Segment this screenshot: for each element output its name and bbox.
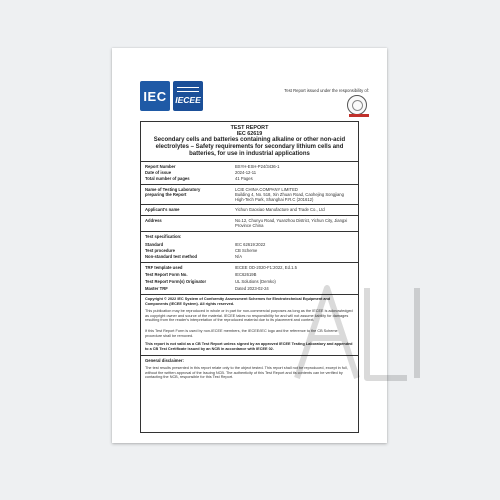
testing-lab-label-line1: Name of Testing Laboratory: [145, 187, 201, 192]
trf-template-value: IECEE OD-2020-F1:2022, Ed.1.5: [235, 265, 297, 270]
date-of-issue-label: Date of issue: [145, 170, 172, 175]
testing-lab-label: [145, 187, 235, 202]
test-procedure-value: CB Scheme: [235, 248, 258, 253]
master-trf-label: Master TRF: [145, 286, 168, 291]
trf-number-row: [145, 272, 354, 277]
applicant-address-row: [145, 218, 354, 228]
certification-stamp-bar: [349, 114, 369, 117]
trf-originator-label: Test Report Form(s) Originator: [145, 279, 207, 284]
divider: [141, 161, 358, 162]
testing-lab-name: LCIE CHINA COMPANY LIMITED: [235, 187, 298, 192]
applicant-name-row: [145, 207, 354, 212]
copyright-text: Copyright © 2022 IEC System of Conformity Assessment Schemes for Electrotechnical Equipment and Components (IECEE System). All rights reserved.: [145, 297, 331, 306]
testing-lab-address-line2: High-Tech Park, Shanghai P.R.C (201612): [235, 197, 314, 202]
watermark-letter-l: [367, 288, 407, 378]
total-pages-label: Total number of pages: [145, 176, 190, 181]
total-pages-value: 41 Pages: [235, 176, 253, 181]
divider: [141, 294, 358, 295]
validity-note: This report is not valid as a CB Test Report unless signed by an approved IECEE Testing Laboratory and appended to a CB Test Certificate issued by an NCB in accordance with IECEE 02.: [145, 342, 353, 351]
test-procedure-row: [145, 248, 354, 253]
trf-number-label: Test Report Form No.: [145, 272, 188, 277]
divider: [141, 204, 358, 205]
standard-value: IEC 62619:2022: [235, 242, 266, 247]
report-number-value: BSYH-ESH-P24/3436-1: [235, 164, 280, 169]
report-title: TEST REPORT: [230, 125, 269, 131]
trf-number-value: IEC62619B: [235, 272, 257, 277]
non-iecee-note: If this Test Report Form is used by non-IECEE members, the IECEE/IEC logo and the reference to the CB Scheme procedure shall be removed.: [145, 329, 338, 338]
standard-label: Standard: [145, 242, 164, 247]
logo-group: [140, 81, 203, 111]
iecee-logo-text: IECEE: [175, 95, 201, 105]
trf-originator-row: [145, 279, 354, 284]
applicant-name-label: Applicant's name: [145, 207, 180, 212]
date-of-issue-row: [145, 170, 354, 175]
standard-row: [145, 242, 354, 247]
applicant-address-line2: Province China: [235, 223, 264, 228]
general-disclaimer-title: General disclaimer:: [145, 358, 184, 363]
report-body-box: [140, 216, 359, 433]
non-standard-method-value: N/A: [235, 254, 242, 259]
iecee-logo: [173, 81, 203, 111]
testing-lab-value: [235, 187, 354, 202]
master-trf-value: Dated 2023-02-24: [235, 286, 269, 291]
test-specification-title: Test specification:: [145, 234, 182, 239]
responsibility-text: Test Report issued under the responsibility of:: [284, 88, 369, 93]
iec-logo: [140, 81, 170, 111]
non-standard-method-label: Non-standard test method: [145, 254, 198, 259]
master-trf-row: [145, 286, 354, 291]
testing-lab-row: [145, 187, 354, 202]
trf-originator-value: UL Solutions (Demko): [235, 279, 276, 284]
divider: [141, 355, 358, 356]
disclaimer-text: This publication may be reproduced in whole or in part for non-commercial purposes as long as the IECEE is acknowledged as copyright owner and source of the material. IECEE takes no responsibility for and will not assume liability for damages resulting from the reader's interpretation of the reproduced material due to its placement and context.: [145, 309, 353, 323]
date-of-issue-value: 2024-12-11: [235, 170, 257, 175]
report-number-label: Report Number: [145, 164, 176, 169]
report-header-box: [140, 121, 359, 216]
general-disclaimer-text: The test results presented in this report relate only to the object tested. This report shall not be reproduced, except in full, without the written approval of the Issuing NCB. The authenticity of this Test Report and its contents can be verified by contacting the NCB, responsible for this Test Report.: [145, 366, 348, 380]
report-number-row: [145, 164, 354, 169]
applicant-address-line1: No.12, Chunyu Road, Yuanzhou District, Yichun City, Jiangxi: [235, 218, 348, 223]
applicant-address-label: Address: [145, 218, 162, 223]
report-standard: IEC 62619: [236, 131, 263, 138]
report-main-title: Secondary cells and batteries containing alkaline or other non-acid electrolytes – Safety requirements for secondary lithium cells and batteries, for use in industrial applications: [153, 137, 346, 157]
trf-template-label: TRF template used: [145, 265, 183, 270]
iec-logo-text: IEC: [143, 88, 167, 104]
non-standard-method-row: [145, 254, 354, 259]
total-pages-row: [145, 176, 354, 181]
trf-template-row: [145, 265, 354, 270]
divider: [141, 262, 358, 263]
iecee-logo-stripes: [177, 87, 199, 92]
divider: [141, 231, 358, 232]
test-report-page: [112, 48, 387, 443]
test-procedure-label: Test procedure: [145, 248, 175, 253]
applicant-name-value: Yichun Gaoxiao Manufacture and Trade Co., Ltd: [235, 207, 325, 212]
testing-lab-label-line2: preparing the Report: [145, 192, 187, 197]
certification-seal-icon: [347, 95, 367, 115]
applicant-address-value: [235, 218, 354, 228]
divider: [141, 184, 358, 185]
testing-lab-address-line1: Building 4, No. 518, Xin Zhuan Road, Caohejing Songjiang: [235, 192, 344, 197]
